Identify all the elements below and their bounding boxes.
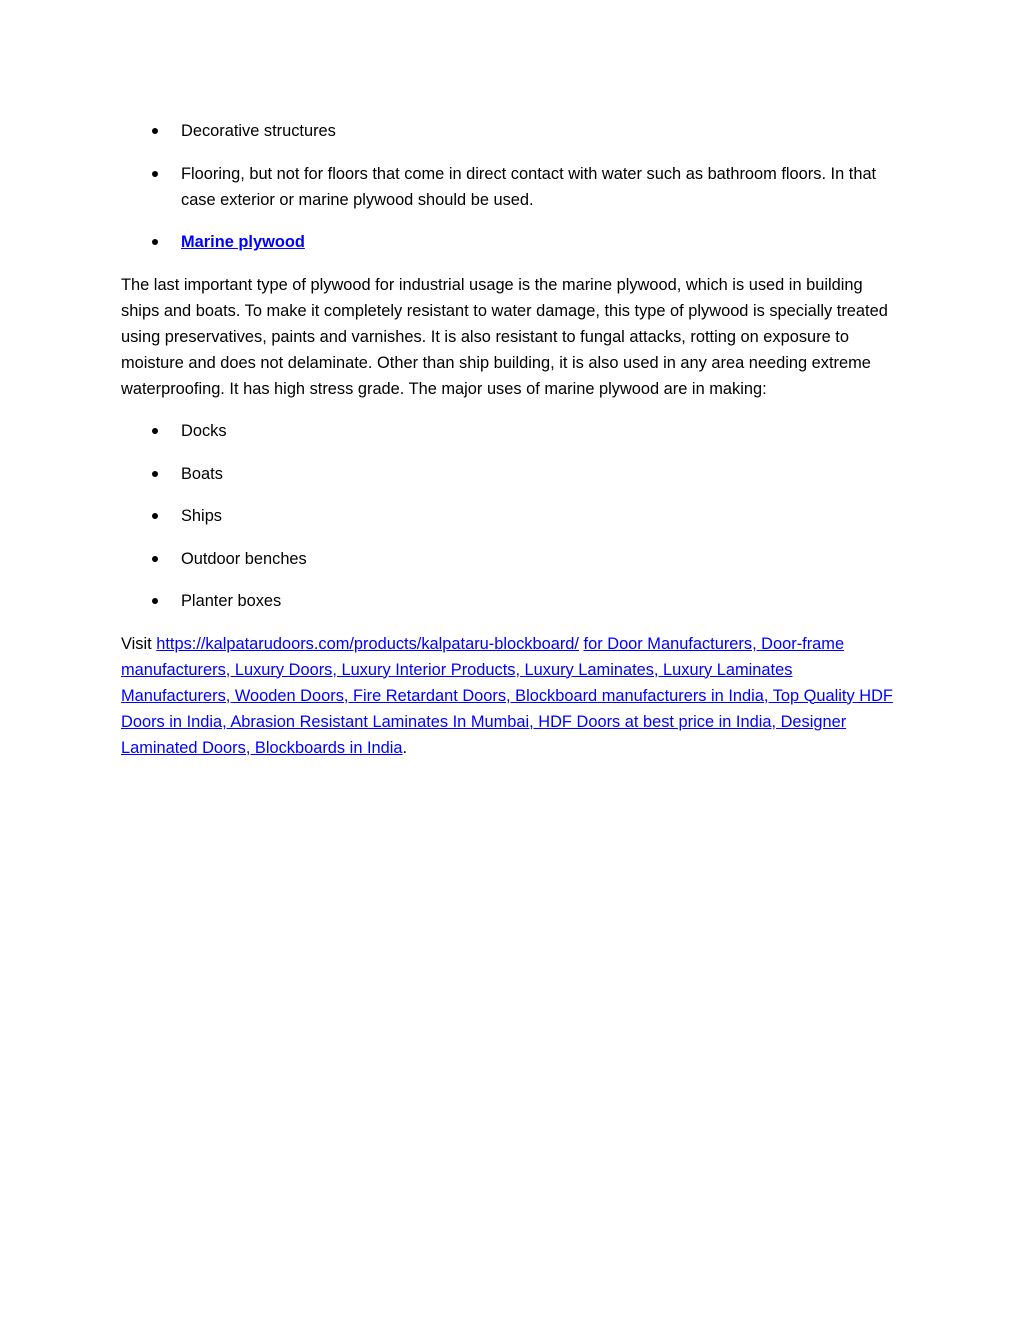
- list-item-text: Outdoor benches: [181, 549, 307, 568]
- bullet-icon: [152, 128, 158, 134]
- bullet-icon: [152, 171, 158, 177]
- list-item-text: Decorative structures: [181, 122, 336, 140]
- list-item: [121, 588, 897, 614]
- blockboard-url-link[interactable]: https://kalpatarudoors.com/products/kalpataru-blockboard/: [156, 634, 579, 653]
- bullet-icon: [152, 598, 158, 604]
- list-item: [121, 118, 897, 144]
- bullet-icon: [152, 471, 158, 477]
- list-item: [121, 546, 897, 572]
- bullet-icon: [152, 428, 158, 434]
- list-item: [121, 418, 897, 444]
- bullet-icon: [152, 513, 158, 519]
- uses-list: [121, 418, 897, 614]
- list-item-text: Docks: [181, 422, 227, 440]
- visit-label: Visit: [121, 634, 157, 653]
- end-punctuation: .: [402, 738, 408, 757]
- bullet-icon: [152, 556, 158, 562]
- keywords-link[interactable]: for Door Manufacturers, Door-frame manufacturers, Luxury Doors, Luxury Interior Products, Luxury Laminates, Luxury Laminates Manufacturers, Wooden Doors, Fire Retardant Doors, Blockboard manufacturers in India, Top Quality HDF Doors in India, Abrasion Resistant Laminates In Mumbai, HDF Doors at best price in India, Designer Laminated Doors, Blockboards in India: [121, 634, 893, 757]
- list-item-text: Planter boxes: [181, 592, 282, 610]
- visit-paragraph: [121, 631, 897, 761]
- list-item-text: Flooring, but not for floors that come in direct contact with water such as bathroom floors. In that case exterior or marine plywood should be used.: [181, 164, 877, 209]
- bullet-list-top: [121, 118, 897, 255]
- list-item: [121, 461, 897, 487]
- list-item: [121, 503, 897, 529]
- list-item-heading: [121, 229, 897, 255]
- list-item: [121, 161, 897, 213]
- list-item-text: Boats: [181, 464, 223, 483]
- marine-plywood-paragraph: The last important type of plywood for industrial usage is the marine plywood, which is used in building ships and boats. To make it completely resistant to water damage, this type of plywood is specially treated using preservatives, paints and varnishes. It is also resistant to fungal attacks, rotting on exposure to moisture and does not delaminate. Other than ship building, it is also used in any area needing extreme waterproofing. It has high stress grade. The major uses of marine plywood are in making:: [121, 275, 888, 398]
- list-item-text: Ships: [181, 507, 223, 525]
- marine-plywood-link[interactable]: Marine plywood: [181, 233, 305, 251]
- document-content: [121, 118, 897, 777]
- bullet-icon: [152, 239, 158, 245]
